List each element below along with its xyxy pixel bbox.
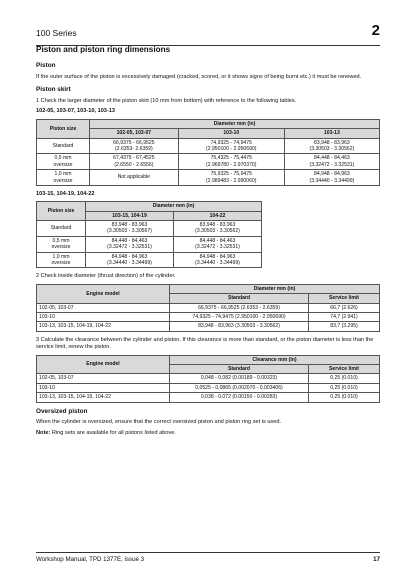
diameter-cell: 75,9325 - 75,9475 (2.989483 - 2.990060): [178, 170, 284, 186]
diameter-cell: 84,948 - 84,963 (3.34440 - 3.34499): [284, 170, 379, 186]
model-cell: 103-13, 103-15, 104-19, 104-22: [37, 393, 170, 402]
series-label: 100 Series: [36, 28, 77, 38]
size-cell: 1,0 mm oversize: [37, 170, 90, 186]
col-clearance: Clearance mm (in): [170, 355, 380, 364]
standard-cell: 0,038 - 0,072 (0.00150 - 0.00283): [170, 393, 309, 402]
col-model: 102-05, 103-07: [90, 129, 179, 138]
step-2: 2 Check inside diameter (thrust direction) of the cylinder.: [36, 273, 176, 280]
step-1: 1 Check the larger diameter of the piston skirt (10 mm from bottom) with reference to the following tables.: [36, 97, 297, 104]
col-model: 103-13: [284, 129, 379, 138]
model-cell: 103-13, 103-15, 104-19, 104-22: [37, 322, 170, 331]
table1-caption: 102-05, 103-07, 103-10, 103-13: [36, 108, 115, 115]
diameter-cell: Not applicable: [90, 170, 179, 186]
standard-cell: 0,048 - 0,082 (0.00189 - 0.00323): [170, 374, 309, 383]
standard-cell: 83,948 - 83,963 (3.30503 - 3.30562): [170, 322, 309, 331]
col-standard: Standard: [170, 294, 309, 303]
page-content: [36, 44, 380, 440]
piston-heading: Piston: [36, 62, 56, 70]
chapter-number: 2: [371, 22, 380, 39]
table-row: [37, 374, 380, 383]
note: [36, 430, 380, 438]
table-row: [37, 303, 380, 312]
standard-cell: 74,9325 - 74,9475 (2.950100 - 2.950690): [170, 312, 309, 321]
model-cell: 102-05, 103-07: [37, 303, 170, 312]
size-cell: 0,5 mm oversize: [37, 154, 90, 170]
col-model: 103-10: [178, 129, 284, 138]
col-piston-size: Piston size: [37, 119, 90, 138]
diameter-cell: 66,9375 - 66,9525 (2.6353- 2.6359): [90, 138, 179, 154]
oversized-piston-heading: Oversized piston: [36, 407, 88, 415]
footer-rule: [36, 552, 380, 553]
diameter-cell: 83,948 - 83,963 (3.30503 - 3.30567): [86, 221, 174, 237]
skirt-table-1: [36, 119, 380, 186]
table-row: [37, 154, 380, 170]
limit-cell: 0,25 (0.010): [309, 393, 380, 402]
limit-cell: 83,7 (3.295): [309, 322, 380, 331]
col-model: 103-15, 104-19: [86, 211, 174, 220]
standard-cell: 0,0525 - 0,0865 (0.002070 - 0.003406): [170, 383, 309, 392]
table-row: [37, 322, 380, 331]
diameter-cell: 83,948 - 83,963 (3.30503 - 3.30562): [284, 138, 379, 154]
diameter-cell: 84,448 - 84,463 (3.32472 - 3.32531): [86, 236, 174, 252]
col-piston-size: Piston size: [37, 202, 86, 221]
col-diameter: Diameter mm (in): [170, 284, 380, 293]
page-number: 17: [373, 556, 380, 563]
model-cell: 103-10: [37, 312, 170, 321]
limit-cell: 74,7 (2.941): [309, 312, 380, 321]
col-engine-model: Engine model: [37, 284, 170, 303]
diameter-cell: 84,948 - 84,963 (3.34440 - 3.34499): [86, 252, 174, 268]
col-diameter: Diameter mm (in): [86, 202, 262, 211]
cylinder-diameter-table: [36, 284, 380, 332]
model-cell: 102-05, 103-07: [37, 374, 170, 383]
col-engine-model: Engine model: [37, 355, 170, 374]
table-row: [37, 138, 380, 154]
table-row: [37, 383, 380, 392]
col-standard: Standard: [170, 365, 309, 374]
table-row: [37, 236, 262, 252]
diameter-cell: 74,9325 - 74,9475 (2.950100 - 2.950690): [178, 138, 284, 154]
note-text: Ring sets are available for all pistons listed above.: [50, 429, 176, 436]
col-service-limit: Service limit: [309, 365, 380, 374]
limit-cell: 0,25 (0.010): [309, 374, 380, 383]
footer-manual-reference: Workshop Manual, TPD 1377E, issue 3: [36, 556, 145, 563]
table-row: [37, 393, 380, 402]
standard-cell: 66,9375 - 66,9525 (2.6353 - 2.6359): [170, 303, 309, 312]
page-title: Piston and piston ring dimensions: [36, 45, 171, 54]
table-row: [37, 221, 262, 237]
limit-cell: 0,25 (0.010): [309, 383, 380, 392]
diameter-cell: 75,4325 - 75,4475 (2.969780 - 2.970370): [178, 154, 284, 170]
model-cell: 103-10: [37, 383, 170, 392]
diameter-cell: 83,948 - 83,963 (3.30503 - 3.30562): [174, 221, 262, 237]
col-service-limit: Service limit: [309, 294, 380, 303]
size-cell: 1,0 mm oversize: [37, 252, 86, 268]
size-cell: Standard: [37, 221, 86, 237]
col-model: 104-22: [174, 211, 262, 220]
piston-intro: If the outer surface of the piston is excessively damaged (cracked, scored, or it shows signs of being burnt etc.) it must be renewed.: [36, 73, 362, 80]
diameter-cell: 84,948 - 84,963 (3.34440 - 3.34499): [174, 252, 262, 268]
diameter-cell: 67,4375 - 67,4525 (2.6550 - 2.6556): [90, 154, 179, 170]
table-row: [37, 312, 380, 321]
diameter-cell: 84,448 - 84,463 (3.32472 - 3.32531): [174, 236, 262, 252]
clearance-table: [36, 355, 380, 403]
note-label: Note:: [36, 429, 51, 436]
oversized-piston-text: When the cylinder is oversized, ensure that the correct oversized piston and piston ring set is used.: [36, 419, 282, 426]
skirt-table-2: [36, 201, 262, 268]
table2-caption: 103-15, 104-19, 104-22: [36, 190, 95, 197]
table-row: [37, 170, 380, 186]
col-diameter: Diameter mm (in): [90, 119, 380, 128]
table-row: [37, 252, 262, 268]
diameter-cell: 84,448 - 84,463 (3.32472 - 3.32531): [284, 154, 379, 170]
step-3: 3 Calculate the clearance between the cylinder and piston. If this clearance is more than standard, or the piston diameter is less than the service limit, renew the piston.: [36, 336, 374, 351]
piston-skirt-heading: Piston skirt: [36, 86, 71, 94]
limit-cell: 66,7 (2.626): [309, 303, 380, 312]
size-cell: 0,5 mm oversize: [37, 236, 86, 252]
size-cell: Standard: [37, 138, 90, 154]
page-header: [36, 22, 380, 44]
